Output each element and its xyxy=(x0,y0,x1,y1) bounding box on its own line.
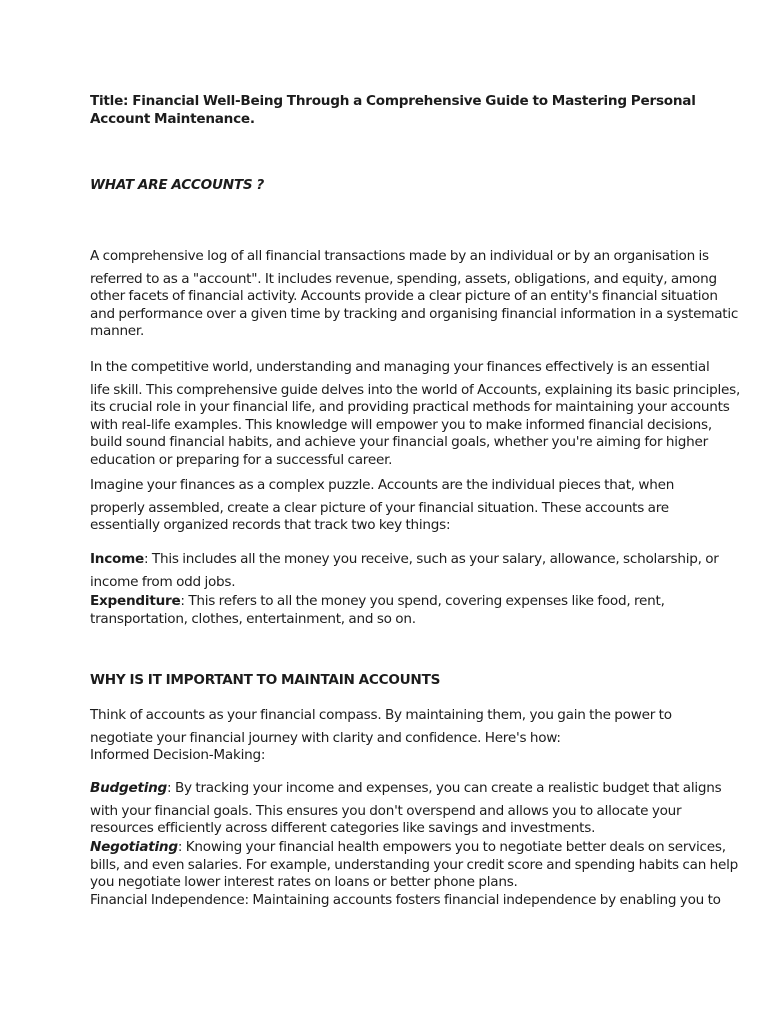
expenditure-definition xyxy=(90,593,742,628)
expenditure-term: Expenditure xyxy=(90,593,181,609)
paragraph-4 xyxy=(90,707,742,765)
income-first-line: : This includes all the money you receive, such as your salary, allowance, scholarship, or xyxy=(144,551,719,567)
paragraph-1-first-line: A comprehensive log of all financial transactions made by an individual or by an organisation is xyxy=(90,248,709,264)
paragraph-3-first-line: Imagine your finances as a complex puzzle. Accounts are the individual pieces that, when xyxy=(90,477,675,493)
income-rest: income from odd jobs. xyxy=(90,573,236,590)
paragraph-4-first-line: Think of accounts as your financial compass. By maintaining them, you gain the power to xyxy=(90,707,672,723)
paragraph-2-rest: life skill. This comprehensive guide delves into the world of Accounts, explaining its basic principles, its crucial role in your financial life, and providing practical methods for maintaining your accounts with real-life examples. This knowledge will empower you to make informed financial decisions, build sound financial habits, and achieve your financial goals, whether you're aiming for higher education or preparing for a successful career. xyxy=(90,381,741,468)
income-definition xyxy=(90,551,742,591)
budgeting-point xyxy=(90,780,742,838)
paragraph-4-third-line: Informed Decision-Making: xyxy=(90,747,266,764)
heading-what-are-accounts: WHAT ARE ACCOUNTS ? xyxy=(90,177,265,193)
expenditure-text: : This refers to all the money you spend, covering expenses like food, rent, transportation, clothes, entertainment, and so on. xyxy=(90,593,665,627)
paragraph-3-rest: properly assembled, create a clear picture of your financial situation. These accounts are essentially organized records that track two key things: xyxy=(90,499,669,534)
budgeting-rest: with your financial goals. This ensures you don't overspend and allows you to allocate your resources efficiently across different categories like savings and investments. xyxy=(90,802,682,837)
paragraph-1 xyxy=(90,248,742,341)
negotiating-term: Negotiating xyxy=(90,839,178,855)
financial-independence-line: Financial Independence: Maintaining accounts fosters financial independence by enabling you to xyxy=(90,892,721,908)
budgeting-first-line: : By tracking your income and expenses, you can create a realistic budget that aligns xyxy=(167,780,722,796)
negotiating-point xyxy=(90,839,742,892)
paragraph-1-rest: referred to as a "account". It includes revenue, spending, assets, obligations, and equity, among other facets of financial activity. Accounts provide a clear picture of an entity's financial situation and performance over a given time by tracking and organising financial information in a systematic manner. xyxy=(90,270,739,340)
document-title: Title: Financial Well-Being Through a Comprehensive Guide to Mastering Personal Account Maintenance. xyxy=(90,93,696,127)
heading-why-maintain-accounts: WHY IS IT IMPORTANT TO MAINTAIN ACCOUNTS xyxy=(90,672,441,688)
paragraph-2-first-line: In the competitive world, understanding and managing your finances effectively is an essential xyxy=(90,359,710,375)
paragraph-4-second-line: negotiate your financial journey with clarity and confidence. Here's how: xyxy=(90,729,561,746)
negotiating-text: : Knowing your financial health empowers you to negotiate better deals on services, bills, and even salaries. For example, understanding your credit score and spending habits can help you negotiate lower interest rates on loans or better phone plans. xyxy=(90,839,739,891)
paragraph-3 xyxy=(90,477,742,535)
income-term: Income xyxy=(90,551,145,567)
budgeting-term: Budgeting xyxy=(90,780,168,796)
paragraph-2 xyxy=(90,359,742,470)
